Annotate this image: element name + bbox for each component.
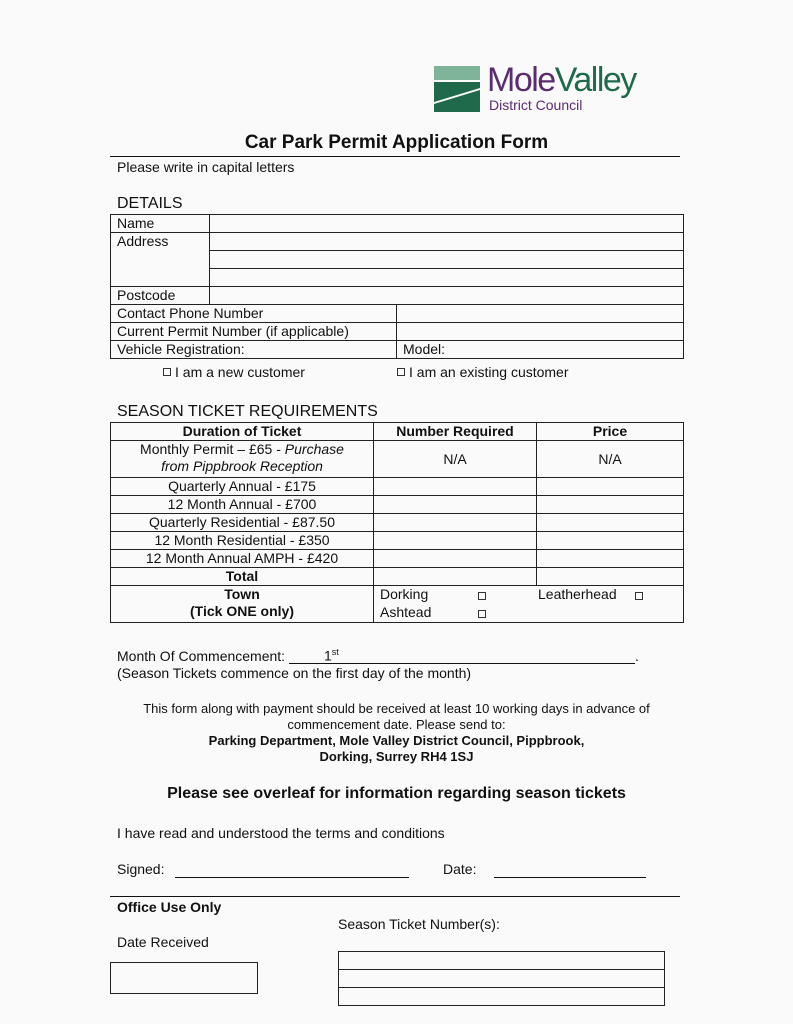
commencement-label: Month Of Commencement: — [117, 648, 286, 664]
town-note: (Tick ONE only) — [190, 603, 294, 619]
price-field[interactable] — [537, 532, 684, 550]
town-dorking-checkbox[interactable] — [478, 592, 486, 600]
total-number-field[interactable] — [374, 568, 537, 586]
details-heading: DETAILS — [117, 195, 183, 212]
town-label: Town — [224, 586, 260, 602]
season-ticket-numbers-label: Season Ticket Number(s): — [338, 916, 500, 932]
monthly-permit-text: Monthly Permit – £65 - — [140, 441, 285, 457]
name-label: Name — [111, 215, 210, 233]
ticket-duration: 12 Month Annual AMPH - £420 — [111, 550, 374, 568]
date-received-label: Date Received — [117, 934, 209, 950]
existing-customer-option[interactable] — [397, 364, 569, 380]
table-row — [111, 586, 684, 623]
ticket-duration: 12 Month Annual - £700 — [111, 496, 374, 514]
table-row — [111, 496, 684, 514]
commencement-row — [117, 647, 639, 664]
logo-subtitle: District Council — [489, 97, 583, 113]
town-option-leatherhead[interactable] — [538, 586, 617, 603]
permit-number-label: Current Permit Number (if applicable) — [111, 323, 397, 341]
logo-mark-icon — [434, 66, 482, 112]
signature-field[interactable] — [175, 877, 409, 878]
table-row — [111, 441, 684, 478]
town-ashtead-checkbox[interactable] — [478, 610, 486, 618]
town-label-cell — [111, 586, 374, 623]
new-customer-label: I am a new customer — [175, 364, 305, 380]
commencement-day-suffix: st — [331, 647, 339, 657]
table-row — [111, 568, 684, 586]
address-label: Address — [111, 233, 210, 287]
date-field[interactable] — [494, 877, 646, 878]
payment-line-1: This form along with payment should be received at least 10 working days in advance of — [143, 701, 650, 716]
town-leatherhead-label: Leatherhead — [538, 586, 617, 602]
payment-info — [0, 701, 793, 765]
postcode-label: Postcode — [111, 287, 210, 305]
season-table — [110, 422, 684, 623]
number-required-field[interactable] — [374, 478, 537, 496]
new-customer-option[interactable] — [163, 364, 305, 380]
address-field-line1[interactable] — [210, 233, 684, 251]
model-field[interactable] — [397, 341, 684, 359]
overleaf-notice: Please see overleaf for information regarding season tickets — [167, 785, 626, 802]
phone-field[interactable] — [397, 305, 684, 323]
column-header-price: Price — [537, 423, 684, 441]
logo-name-valley: Valley — [554, 61, 636, 99]
town-ashtead-label: Ashtead — [380, 604, 432, 620]
title-rule — [110, 156, 680, 157]
total-label: Total — [111, 568, 374, 586]
page-title: Car Park Permit Application Form — [244, 132, 549, 153]
terms-statement: I have read and understood the terms and conditions — [117, 825, 445, 841]
ticket-duration: Quarterly Annual - £175 — [111, 478, 374, 496]
commencement-note: (Season Tickets commence on the first day of the month) — [117, 665, 472, 681]
commencement-day: 1 — [323, 647, 332, 664]
table-row — [111, 514, 684, 532]
name-field[interactable] — [210, 215, 684, 233]
town-leatherhead-checkbox[interactable] — [635, 592, 643, 600]
town-option-ashtead[interactable] — [380, 604, 431, 621]
price-field[interactable] — [537, 496, 684, 514]
instruction-text: Please write in capital letters — [117, 159, 295, 175]
price-field[interactable] — [537, 478, 684, 496]
vehicle-registration-label[interactable] — [111, 341, 397, 359]
table-row — [111, 550, 684, 568]
logo-name-mole: Mole — [487, 61, 555, 99]
total-price-field[interactable] — [537, 568, 684, 586]
address-field-line3[interactable] — [210, 269, 684, 287]
address-field-line2[interactable] — [210, 251, 684, 269]
signed-label: Signed: — [117, 861, 165, 877]
phone-label: Contact Phone Number — [111, 305, 397, 323]
postcode-field[interactable] — [210, 287, 684, 305]
monthly-number-cell: N/A — [374, 441, 537, 478]
column-header-duration: Duration of Ticket — [111, 423, 374, 441]
commencement-end: . — [634, 648, 639, 664]
price-field[interactable] — [537, 514, 684, 532]
payment-address-2: Dorking, Surrey RH4 1SJ — [319, 749, 474, 764]
payment-line-2: commencement date. Please send to: — [287, 717, 506, 732]
monthly-permit-italic: Purchase — [284, 441, 344, 457]
ticket-numbers-box — [338, 951, 665, 1006]
office-rule — [110, 896, 680, 897]
price-field[interactable] — [537, 550, 684, 568]
number-required-field[interactable] — [374, 514, 537, 532]
payment-address-1: Parking Department, Mole Valley District Council, Pippbrook, — [208, 733, 585, 748]
monthly-permit-cell — [111, 441, 374, 478]
date-received-box[interactable] — [110, 962, 258, 994]
number-required-field[interactable] — [374, 496, 537, 514]
season-heading: SEASON TICKET REQUIREMENTS — [117, 403, 378, 420]
town-options-cell — [374, 586, 684, 623]
column-header-number: Number Required — [374, 423, 537, 441]
permit-number-field[interactable] — [397, 323, 684, 341]
commencement-field[interactable] — [289, 647, 635, 664]
model-label: Model: — [403, 341, 446, 357]
monthly-permit-note: from Pippbrook Reception — [161, 458, 323, 474]
ticket-duration: 12 Month Residential - £350 — [111, 532, 374, 550]
ticket-number-field[interactable] — [338, 951, 665, 970]
ticket-duration: Quarterly Residential - £87.50 — [111, 514, 374, 532]
ticket-number-field[interactable] — [338, 970, 665, 988]
date-label: Date: — [443, 861, 477, 877]
monthly-price-cell: N/A — [537, 441, 684, 478]
vehicle-registration-text: Vehicle Registration: — [117, 341, 245, 357]
town-dorking-label: Dorking — [380, 586, 429, 602]
town-option-dorking[interactable] — [380, 586, 428, 603]
existing-customer-label: I am an existing customer — [409, 364, 569, 380]
office-heading: Office Use Only — [117, 899, 222, 915]
council-logo — [434, 61, 674, 116]
table-row — [111, 478, 684, 496]
existing-customer-checkbox[interactable] — [397, 368, 405, 376]
ticket-number-field[interactable] — [338, 988, 665, 1006]
number-required-field[interactable] — [374, 550, 537, 568]
table-row — [111, 532, 684, 550]
new-customer-checkbox[interactable] — [163, 368, 171, 376]
number-required-field[interactable] — [374, 532, 537, 550]
details-table — [110, 214, 684, 359]
